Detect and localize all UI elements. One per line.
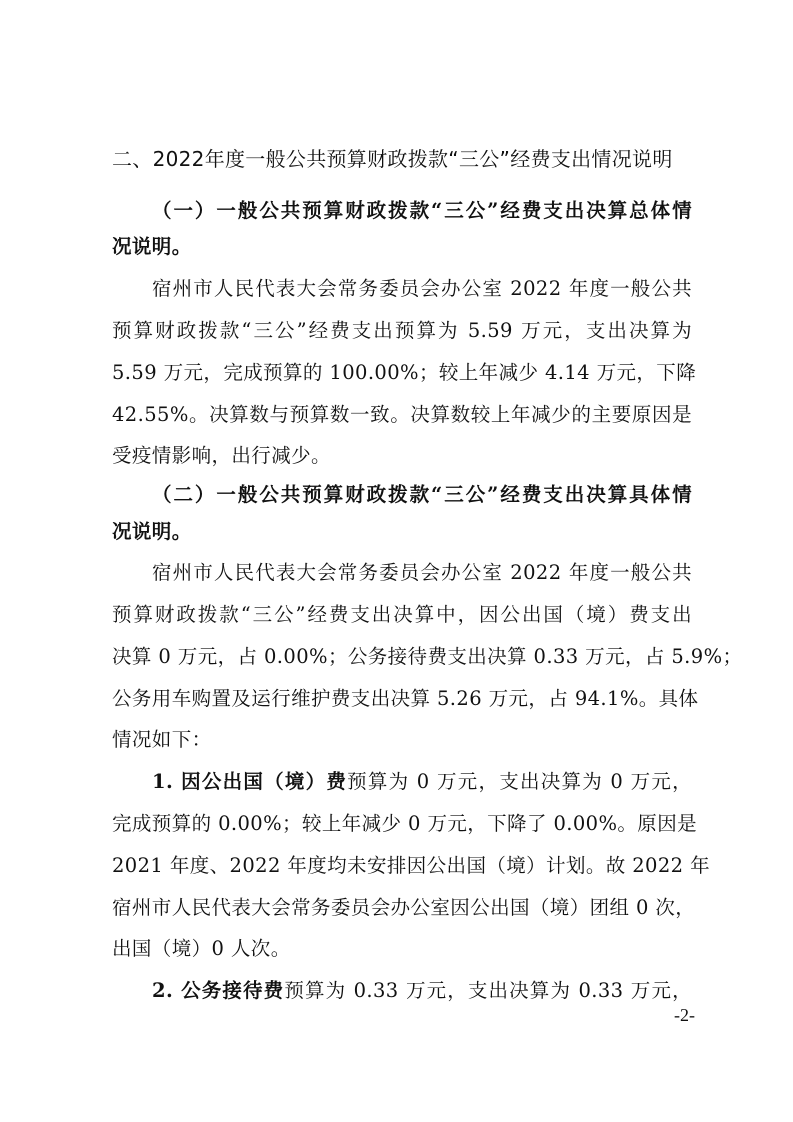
item2-first-line [152, 976, 692, 1006]
paragraph-line: 决算 0 万元，占 0.00%；公务接待费支出决算 0.33 万元，占 5.9%； [112, 645, 743, 668]
paragraph-line: 2021 年度、2022 年度均未安排因公出国（境）计划。故 2022 年 [112, 854, 710, 877]
part1-heading: （一）一般公共预算财政拨款“三公”经费支出决算总体情 [152, 199, 692, 222]
paragraph-line: 公务用车购置及运行维护费支出决算 5.26 万元，占 94.1%。具体 [112, 687, 699, 710]
page-number: -2- [674, 1005, 695, 1025]
paragraph-line: 5.59 万元，完成预算的 100.00%；较上年减少 4.14 万元，下降 [112, 361, 697, 384]
paragraph-line: 情况如下： [112, 728, 212, 751]
item2-text: 预算为 0.33 万元，支出决算为 0.33 万元， [284, 979, 692, 1002]
item1-label: 1. 因公出国（境）费 [152, 770, 348, 793]
paragraph-line: 预算财政拨款“三公”经费支出预算为 5.59 万元，支出决算为 [112, 319, 692, 342]
paragraph-line: 预算财政拨款“三公”经费支出决算中，因公出国（境）费支出 [112, 603, 692, 626]
part2-heading-cont: 况说明。 [112, 520, 192, 543]
part1-heading-cont: 况说明。 [112, 235, 192, 258]
paragraph-line: 受疫情影响，出行减少。 [112, 444, 331, 467]
paragraph-line: 宿州市人民代表大会常务委员会办公室因公出国（境）团组 0 次， [112, 896, 696, 919]
part2-heading: （二）一般公共预算财政拨款“三公”经费支出决算具体情 [152, 483, 692, 506]
item1-text: 预算为 0 万元，支出决算为 0 万元， [347, 770, 692, 793]
paragraph-line: 出国（境）0 人次。 [112, 937, 291, 960]
section-title: 二、2022年度一般公共预算财政拨款“三公”经费支出情况说明 [112, 147, 673, 171]
paragraph-line: 宿州市人民代表大会常务委员会办公室 2022 年度一般公共 [152, 561, 692, 584]
item1-first-line [152, 767, 692, 797]
paragraph-line: 42.55%。决算数与预算数一致。决算数较上年减少的主要原因是 [112, 403, 692, 426]
item2-label: 2. 公务接待费 [152, 979, 285, 1002]
paragraph-line: 宿州市人民代表大会常务委员会办公室 2022 年度一般公共 [152, 277, 692, 300]
paragraph-line: 完成预算的 0.00%；较上年减少 0 万元，下降了 0.00%。原因是 [112, 812, 697, 835]
